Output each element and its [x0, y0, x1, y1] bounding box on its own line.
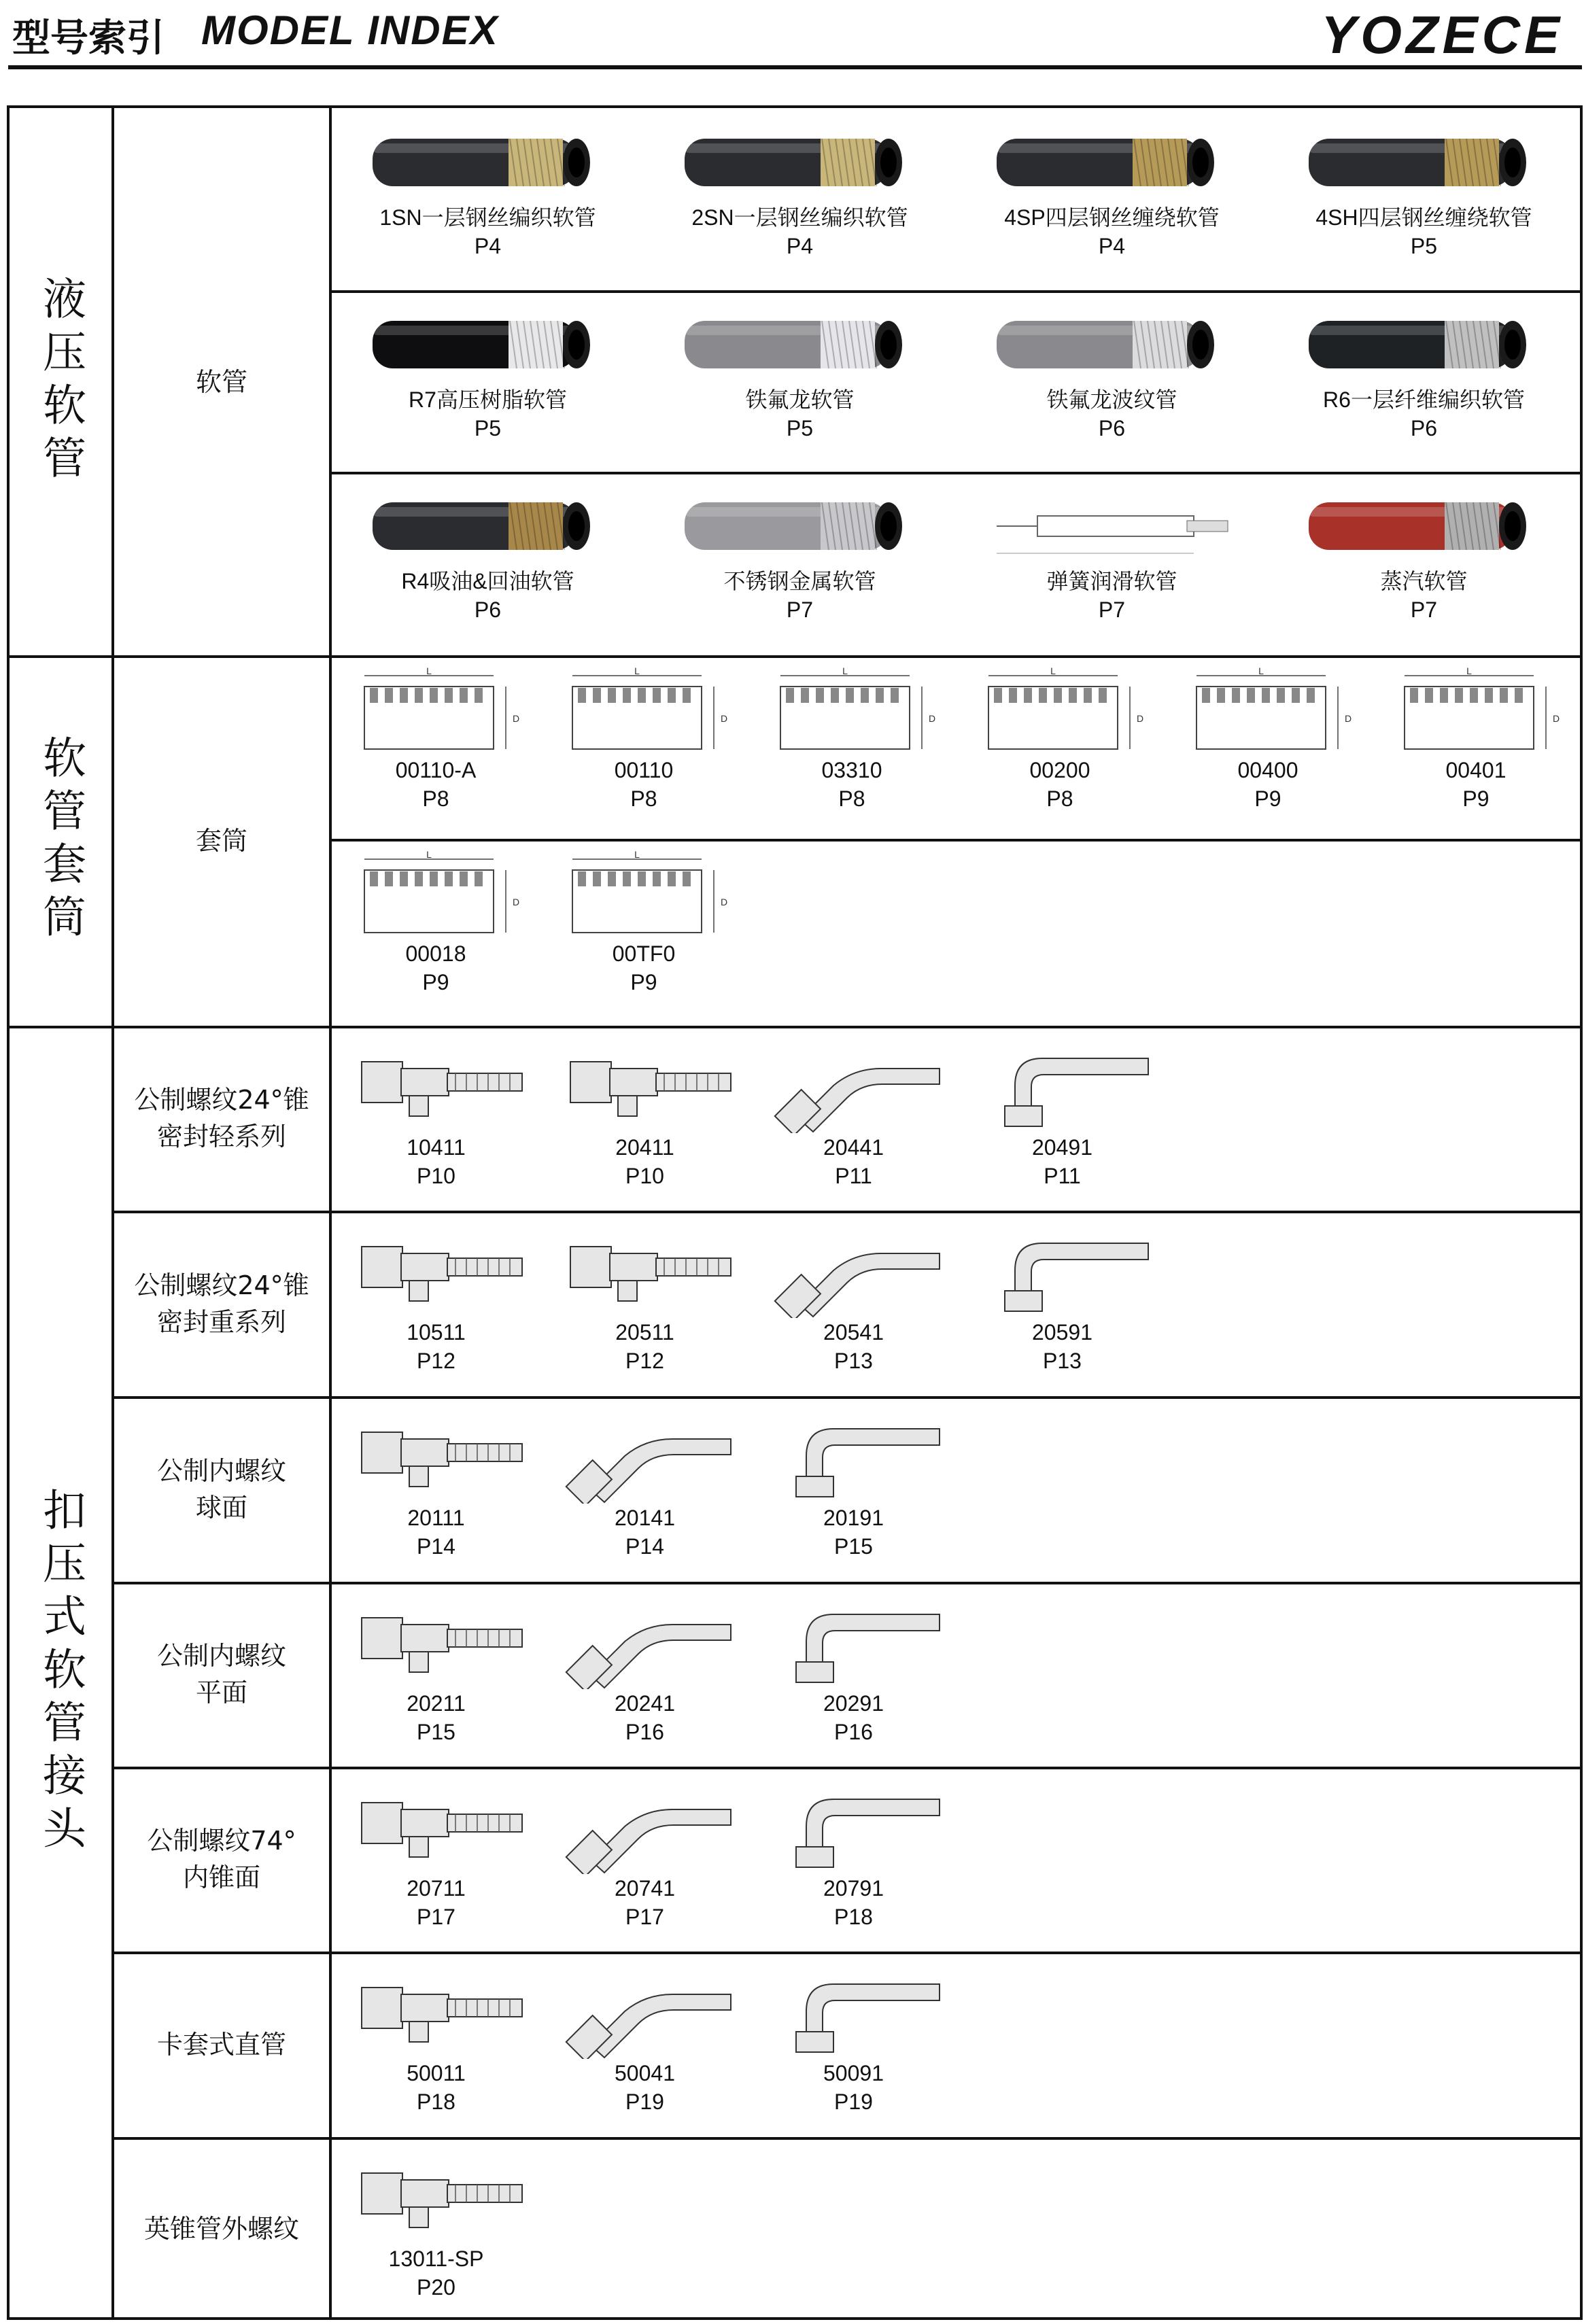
category-hose: 液压软管: [35, 275, 86, 488]
hose-item: [332, 122, 644, 260]
page-ref: P12: [417, 1349, 455, 1373]
page-ref: P5: [474, 416, 502, 440]
fitting-code: 13011-SP: [388, 2247, 484, 2271]
hose-item: [956, 485, 1268, 624]
hose-image: [1295, 485, 1553, 567]
ferrule-item: [1372, 667, 1580, 813]
fitting-drawing: [341, 1772, 532, 1874]
svg-text:D: D: [513, 897, 520, 907]
page-ref: P18: [417, 2089, 455, 2114]
hose-item: [956, 122, 1268, 260]
hose-image: [1295, 122, 1553, 203]
ferrule-code: 00110: [614, 758, 674, 782]
fitting-drawing: [550, 1772, 740, 1874]
fitting-item: [749, 1402, 958, 1561]
fitting-code: 20791: [823, 1876, 884, 1901]
page-ref: P8: [422, 786, 449, 811]
page-ref: P10: [625, 1164, 664, 1188]
fitting-item: [332, 1772, 540, 1931]
ferrule-drawing: [351, 851, 521, 939]
page-ref: P6: [1098, 416, 1126, 440]
page-ref: P17: [625, 1905, 664, 1929]
ferrule-item: [748, 667, 956, 813]
hose-item: [644, 304, 956, 443]
svg-text:L: L: [426, 851, 432, 860]
hose-image: [983, 304, 1241, 385]
fitting-item: [540, 1216, 749, 1375]
hose-image: [359, 304, 617, 385]
hose-image: [983, 485, 1241, 567]
fitting-code: 20711: [407, 1876, 466, 1901]
page-ref: P4: [474, 234, 502, 258]
subcategory-hose: [114, 108, 329, 655]
ferrule-item: [540, 851, 748, 996]
page-ref: P14: [625, 1534, 664, 1559]
row-divider: [329, 839, 1580, 842]
page-ref: P7: [1098, 597, 1126, 622]
header-title-en: MODEL INDEX: [201, 7, 499, 53]
hose-name: R4吸油&回油软管: [401, 569, 574, 593]
fitting-code: 20241: [615, 1691, 675, 1716]
ferrule-code: 03310: [821, 758, 882, 782]
subcategory-line: 英锥管外螺纹: [143, 2213, 299, 2244]
hose-name: 铁氟龙波纹管: [1046, 387, 1177, 412]
page-ref: P11: [1044, 1164, 1081, 1188]
fitting-drawing: [550, 1216, 740, 1318]
fitting-drawing: [759, 1587, 949, 1689]
fitting-drawing: [341, 1402, 532, 1504]
svg-text:D: D: [929, 713, 936, 724]
svg-text:D: D: [721, 897, 728, 907]
fitting-drawing: [759, 1957, 949, 2059]
page-ref: P5: [1410, 234, 1438, 258]
hose-image: [359, 122, 617, 203]
ferrule-drawing: [975, 667, 1145, 756]
fitting-item: [332, 1402, 540, 1561]
fitting-code: 20411: [615, 1135, 674, 1160]
fitting-code: 20111: [407, 1506, 465, 1530]
page-ref: P15: [417, 1720, 455, 1744]
header-title-cn: 型号索引: [12, 16, 165, 60]
fitting-code: 20741: [615, 1876, 675, 1901]
ferrule-drawing: [1391, 667, 1561, 756]
svg-text:L: L: [426, 667, 432, 676]
row-divider: [111, 1952, 1580, 1954]
page-ref: P19: [625, 2089, 664, 2114]
page-ref: P16: [625, 1720, 664, 1744]
fitting-drawing: [759, 1216, 949, 1318]
page-ref: P15: [834, 1534, 873, 1559]
hose-name: 4SH四层钢丝缠绕软管: [1315, 205, 1532, 230]
ferrule-item: [540, 667, 748, 813]
fitting-code: 50091: [823, 2061, 884, 2085]
fitting-item: [540, 1031, 749, 1190]
page-ref: P7: [1410, 597, 1438, 622]
subcategory-line: 套筒: [195, 825, 247, 856]
hose-item: [332, 304, 644, 443]
hose-name: 4SP四层钢丝缠绕软管: [1004, 205, 1220, 230]
subcategory-line: 内锥面: [182, 1862, 260, 1892]
page-ref: P9: [630, 970, 657, 994]
page-ref: P19: [834, 2089, 873, 2114]
fitting-drawing: [341, 1216, 532, 1318]
row-divider: [111, 1396, 1580, 1399]
svg-text:L: L: [1466, 667, 1472, 676]
fitting-item: [332, 1031, 540, 1190]
fitting-code: 20491: [1032, 1135, 1092, 1160]
subcategory-line: 卡套式直管: [156, 2029, 286, 2060]
subcategory-ferrule: [114, 655, 329, 1026]
row-divider: [111, 1582, 1580, 1584]
fitting-drawing: [967, 1031, 1158, 1133]
header-rule: [8, 65, 1582, 69]
category-ferrule: 软管套筒: [35, 734, 86, 947]
page-ref: P16: [834, 1720, 873, 1744]
ferrule-drawing: [351, 667, 521, 756]
fitting-item: [540, 1957, 749, 2116]
fitting-drawing: [550, 1031, 740, 1133]
hose-name: 蒸汽软管: [1380, 569, 1468, 593]
page-ref: P13: [834, 1349, 873, 1373]
ferrule-drawing: [559, 851, 729, 939]
hose-name: 2SN一层钢丝编织软管: [691, 205, 908, 230]
page-ref: P13: [1043, 1349, 1082, 1373]
fitting-drawing: [341, 2143, 532, 2244]
subcategory-m_female_flat: [114, 1582, 329, 1767]
ferrule-code: 00200: [1029, 758, 1090, 782]
subcategory-line: 公制螺纹74°: [147, 1826, 296, 1856]
hose-item: [644, 485, 956, 624]
fitting-item: [958, 1031, 1167, 1190]
fitting-drawing: [550, 1957, 740, 2059]
fitting-item: [332, 1216, 540, 1375]
row-divider: [111, 1211, 1580, 1213]
svg-text:D: D: [513, 713, 520, 724]
page-ref: P7: [786, 597, 814, 622]
fitting-drawing: [759, 1031, 949, 1133]
fitting-item: [749, 1216, 958, 1375]
subcategory-line: 公制螺纹24°锥: [134, 1270, 309, 1300]
fitting-item: [749, 1031, 958, 1190]
subcategory-bsp_male: [114, 2137, 329, 2320]
subcategory-m24_light: [114, 1026, 329, 1211]
fitting-item: [332, 1957, 540, 2116]
fitting-item: [540, 1587, 749, 1746]
fitting-code: 20191: [823, 1506, 884, 1530]
page-ref: P8: [630, 786, 657, 811]
ferrule-code: 00401: [1445, 758, 1506, 782]
svg-text:L: L: [842, 667, 848, 676]
svg-text:D: D: [1553, 713, 1560, 724]
fitting-drawing: [341, 1031, 532, 1133]
ferrule-item: [1164, 667, 1372, 813]
fitting-item: [540, 1402, 749, 1561]
fitting-code: 50041: [615, 2061, 675, 2085]
row-divider: [329, 290, 1580, 293]
page-ref: P12: [625, 1349, 664, 1373]
fitting-item: [749, 1772, 958, 1931]
hose-image: [671, 122, 929, 203]
subcategory-line: 密封重系列: [156, 1306, 286, 1337]
subcategory-m24_heavy: [114, 1211, 329, 1396]
fitting-drawing: [759, 1402, 949, 1504]
hose-item: [1268, 304, 1580, 443]
svg-text:D: D: [1345, 713, 1352, 724]
hose-image: [359, 485, 617, 567]
fitting-item: [332, 1587, 540, 1746]
fitting-drawing: [341, 1957, 532, 2059]
hose-name: 不锈钢金属软管: [723, 569, 876, 593]
hose-name: R7高压树脂软管: [409, 387, 567, 412]
fitting-drawing: [759, 1772, 949, 1874]
ferrule-drawing: [767, 667, 937, 756]
brand-logo: YOZECE: [1321, 5, 1564, 65]
fitting-code: 20441: [823, 1135, 884, 1160]
ferrule-item: [956, 667, 1164, 813]
hose-name: 1SN一层钢丝编织软管: [379, 205, 596, 230]
hose-item: [644, 122, 956, 260]
hose-image: [671, 304, 929, 385]
subcategory-line: 公制内螺纹: [156, 1455, 286, 1486]
page-ref: P9: [1254, 786, 1281, 811]
fitting-code: 20141: [615, 1506, 675, 1530]
hose-image: [671, 485, 929, 567]
hose-name: 弹簧润滑软管: [1046, 569, 1177, 593]
subcategory-line: 软管: [195, 366, 247, 397]
page-ref: P20: [417, 2275, 455, 2300]
hose-item: [956, 304, 1268, 443]
page-ref: P14: [417, 1534, 455, 1559]
page-ref: P8: [1046, 786, 1073, 811]
ferrule-item: [332, 851, 540, 996]
fitting-drawing: [550, 1402, 740, 1504]
svg-text:D: D: [721, 713, 728, 724]
row-divider: [111, 1767, 1580, 1769]
ferrule-drawing: [559, 667, 729, 756]
subcategory-m_female_ball: [114, 1396, 329, 1582]
page-ref: P6: [474, 597, 502, 622]
ferrule-code: 00018: [405, 941, 466, 966]
page-ref: P9: [1462, 786, 1490, 811]
ferrule-code: 00400: [1237, 758, 1298, 782]
page-ref: P17: [417, 1905, 455, 1929]
row-divider: [111, 2137, 1580, 2140]
fitting-code: 10511: [407, 1320, 466, 1345]
subcategory-compression: [114, 1952, 329, 2137]
fitting-code: 10411: [407, 1135, 466, 1160]
page-ref: P6: [1410, 416, 1438, 440]
hose-image: [1295, 304, 1553, 385]
page-ref: P4: [1098, 234, 1126, 258]
page-ref: P8: [838, 786, 865, 811]
fitting-item: [749, 1957, 958, 2116]
hose-item: [1268, 122, 1580, 260]
page-ref: P9: [422, 970, 449, 994]
subcategory-line: 密封轻系列: [156, 1122, 286, 1151]
fitting-code: 20591: [1032, 1320, 1092, 1345]
page-ref: P18: [834, 1905, 873, 1929]
ferrule-drawing: [1183, 667, 1353, 756]
hose-item: [1268, 485, 1580, 624]
svg-text:L: L: [634, 667, 640, 676]
subcategory-line: 平面: [195, 1678, 247, 1707]
subcategory-line: 球面: [195, 1492, 247, 1523]
svg-text:L: L: [1258, 667, 1264, 676]
page-header: [0, 0, 1584, 71]
page-ref: P4: [786, 234, 814, 258]
page-ref: P11: [835, 1164, 872, 1188]
hose-item: [332, 485, 644, 624]
fitting-item: [540, 1772, 749, 1931]
fitting-code: 20291: [823, 1691, 884, 1716]
category-fitting: 扣压式软管接头: [35, 1487, 86, 1858]
subcategory-line: 公制内螺纹: [156, 1641, 286, 1671]
ferrule-code: 00TF0: [612, 941, 676, 966]
svg-text:L: L: [634, 851, 640, 860]
page-ref: P5: [786, 416, 814, 440]
svg-text:L: L: [1050, 667, 1056, 676]
page-ref: P10: [417, 1164, 455, 1188]
hose-name: R6一层纤维编织软管: [1323, 387, 1525, 412]
fitting-code: 50011: [407, 2061, 466, 2085]
row-divider: [329, 472, 1580, 474]
fitting-item: [332, 2143, 540, 2302]
fitting-item: [958, 1216, 1167, 1375]
subcategory-line: 公制螺纹24°锥: [134, 1085, 309, 1115]
svg-text:D: D: [1137, 713, 1144, 724]
fitting-item: [749, 1587, 958, 1746]
index-table: [7, 105, 1583, 2320]
subcategory-m74: [114, 1767, 329, 1952]
fitting-drawing: [967, 1216, 1158, 1318]
hose-image: [983, 122, 1241, 203]
ferrule-item: [332, 667, 540, 813]
fitting-code: 20511: [615, 1320, 674, 1345]
fitting-drawing: [550, 1587, 740, 1689]
fitting-code: 20211: [407, 1691, 466, 1716]
hose-name: 铁氟龙软管: [745, 387, 855, 412]
fitting-code: 20541: [823, 1320, 884, 1345]
fitting-drawing: [341, 1587, 532, 1689]
ferrule-code: 00110-A: [395, 758, 477, 782]
